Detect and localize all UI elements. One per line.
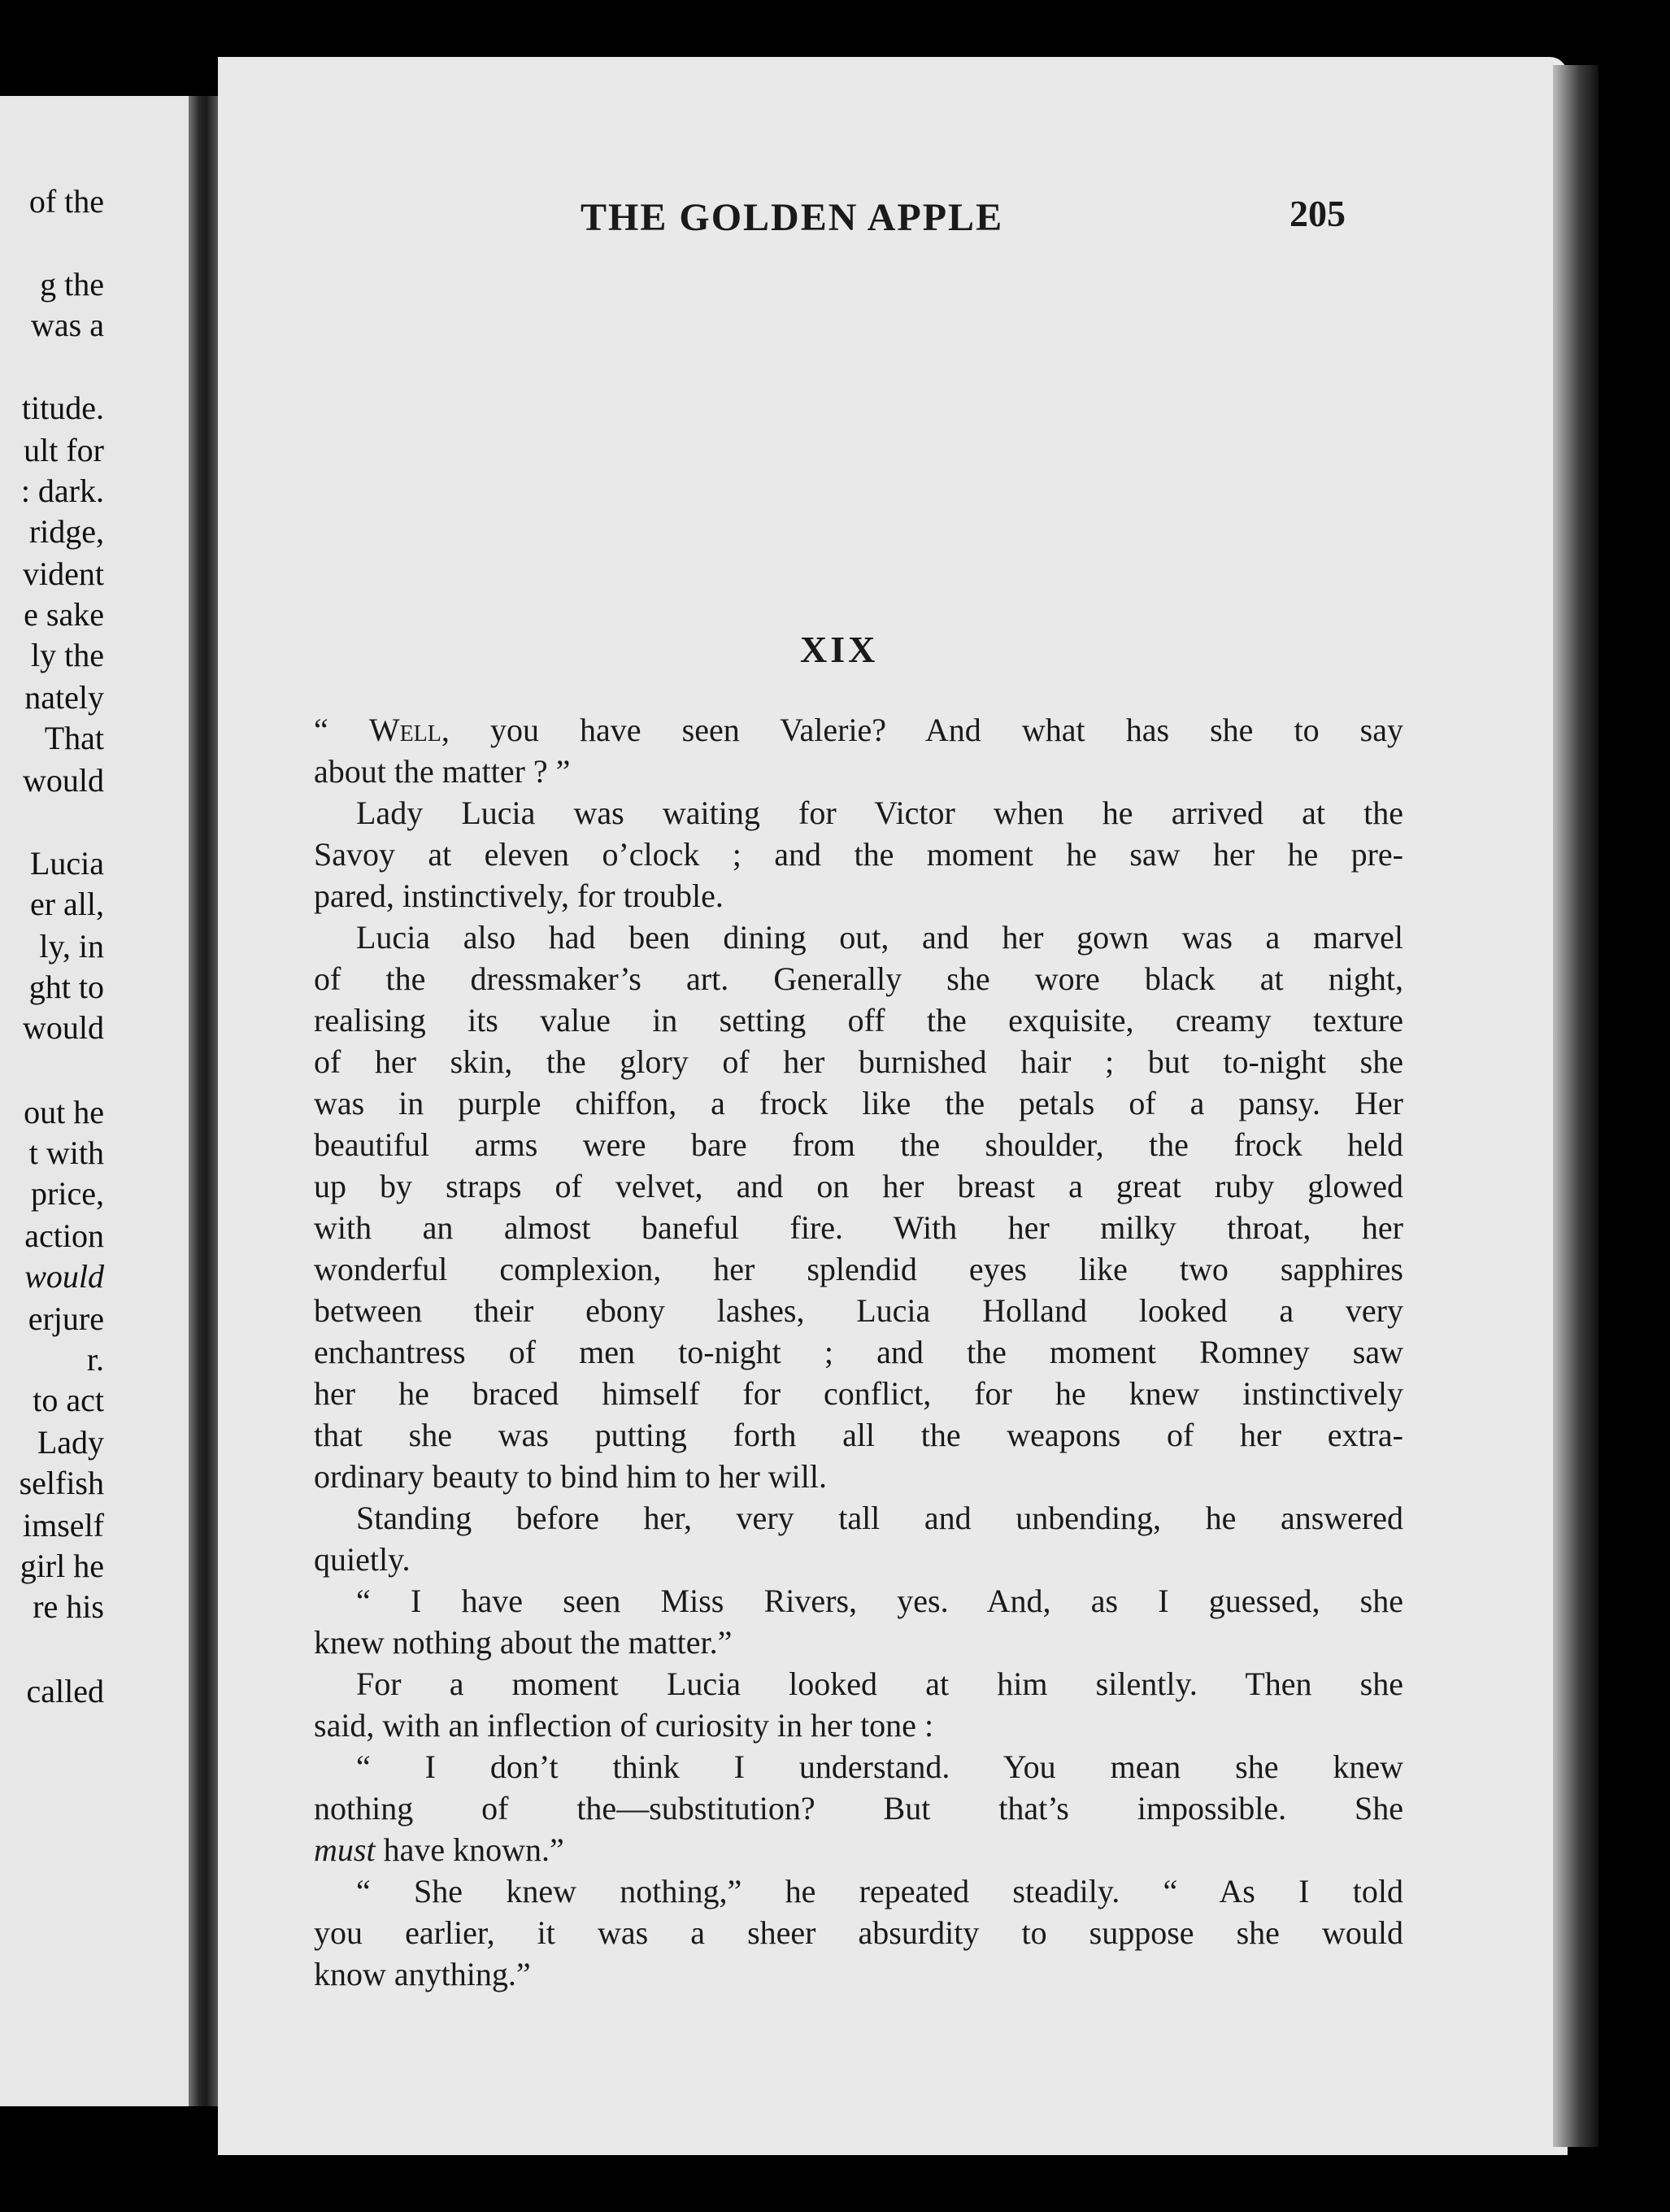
text-line: that she was putting forth all the weapons of her extra- xyxy=(314,1417,1403,1453)
left-page-line: r. xyxy=(86,1341,104,1378)
text-line: ordinary beauty to bind him to her will. xyxy=(314,1458,827,1495)
left-page-line: titude. xyxy=(21,390,104,426)
left-page-line: t with xyxy=(28,1134,104,1171)
left-page-line: ridge, xyxy=(28,513,104,550)
chapter-number: XIX xyxy=(800,629,879,670)
left-page-line: imself xyxy=(23,1507,104,1544)
page-number: 205 xyxy=(1289,193,1346,234)
text-line: must have known.” xyxy=(314,1831,564,1868)
text-line: For a moment Lucia looked at him silently. Then she xyxy=(356,1666,1403,1702)
text-line: know anything.” xyxy=(314,1956,531,1992)
left-page-line: : dark. xyxy=(20,472,104,509)
left-page-line: ult for xyxy=(24,432,104,468)
left-page-line: e sake xyxy=(24,596,104,633)
left-page-line: was a xyxy=(31,307,104,343)
left-page-line: vident xyxy=(23,555,104,592)
left-page-line: out he xyxy=(24,1094,104,1130)
left-page-line: er all, xyxy=(29,886,104,922)
text-line: with an almost baneful fire. With her milky throat, her xyxy=(314,1209,1403,1246)
text-line: “ She knew nothing,” he repeated steadily. “ As I told xyxy=(356,1873,1403,1909)
text-line: up by straps of velvet, and on her breast a great ruby glowed xyxy=(314,1168,1403,1204)
left-page-line: That xyxy=(44,720,104,756)
text-line: her he braced himself for conflict, for he knew instinctively xyxy=(314,1375,1403,1412)
text-line: “ Well, you have seen Valerie? And what has she to say xyxy=(314,712,1403,748)
small-caps-word: Well xyxy=(368,712,441,748)
left-page-line: Lady xyxy=(37,1424,104,1461)
left-page-line: ly, in xyxy=(39,928,104,964)
previous-page xyxy=(0,96,213,2106)
left-page-line: price, xyxy=(31,1175,104,1212)
text-line: “ I have seen Miss Rivers, yes. And, as I guessed, she xyxy=(356,1583,1403,1619)
left-page-line: of the xyxy=(28,183,104,220)
text-line: enchantress of men to-night ; and the moment Romney saw xyxy=(314,1334,1403,1370)
left-page-line: would xyxy=(23,1009,104,1046)
italic-word: must xyxy=(314,1831,376,1868)
left-page-line: Lucia xyxy=(29,845,104,882)
text-line: beautiful arms were bare from the shoulder, the frock held xyxy=(314,1126,1403,1163)
text-line: between their ebony lashes, Lucia Holland looked a very xyxy=(314,1292,1403,1329)
text-line: nothing of the—substitution? But that’s impossible. She xyxy=(314,1790,1403,1827)
text-line: “ I don’t think I understand. You mean she knew xyxy=(356,1748,1403,1785)
text-line: pared, instinctively, for trouble. xyxy=(314,877,724,914)
left-page-line: ly the xyxy=(31,637,104,673)
running-head: THE GOLDEN APPLE xyxy=(581,196,1004,239)
left-page-line: to act xyxy=(33,1382,104,1418)
left-page-line: re his xyxy=(33,1588,104,1625)
left-page-line: called xyxy=(26,1673,104,1709)
body-text xyxy=(314,709,1403,1995)
book-spine xyxy=(189,96,218,2106)
left-page-line: g the xyxy=(40,266,104,303)
text-line: wonderful complexion, her splendid eyes like two sapphires xyxy=(314,1251,1403,1287)
text-line: Standing before her, very tall and unbending, he answered xyxy=(356,1500,1403,1536)
left-page-line: would xyxy=(23,762,104,799)
text-line: Savoy at eleven o’clock ; and the moment he saw her he pre- xyxy=(314,836,1403,873)
left-page-line: erjure xyxy=(28,1300,104,1337)
left-page-line: would xyxy=(24,1258,104,1295)
text-line: realising its value in setting off the exquisite, creamy texture xyxy=(314,1002,1403,1039)
text-line: of her skin, the glory of her burnished hair ; but to-night she xyxy=(314,1043,1403,1080)
text-line: of the dressmaker’s art. Generally she wore black at night, xyxy=(314,960,1403,997)
left-page-line: girl he xyxy=(20,1548,104,1584)
text-line: Lady Lucia was waiting for Victor when he arrived at the xyxy=(356,795,1403,831)
text-line: about the matter ? ” xyxy=(314,753,571,790)
text-line: you earlier, it was a sheer absurdity to suppose she would xyxy=(314,1914,1403,1951)
text-line: was in purple chiffon, a frock like the petals of a pansy. Her xyxy=(314,1085,1403,1121)
left-page-line: action xyxy=(24,1217,104,1254)
text-line: quietly. xyxy=(314,1541,411,1578)
left-page-line: selfish xyxy=(19,1465,104,1501)
page-edges xyxy=(1553,65,1598,2147)
text-line: said, with an inflection of curiosity in her tone : xyxy=(314,1707,934,1744)
left-page-line: nately xyxy=(24,679,104,716)
left-page-line: ght to xyxy=(28,969,104,1005)
text-line: knew nothing about the matter.” xyxy=(314,1624,733,1661)
text-line: Lucia also had been dining out, and her gown was a marvel xyxy=(356,919,1403,956)
